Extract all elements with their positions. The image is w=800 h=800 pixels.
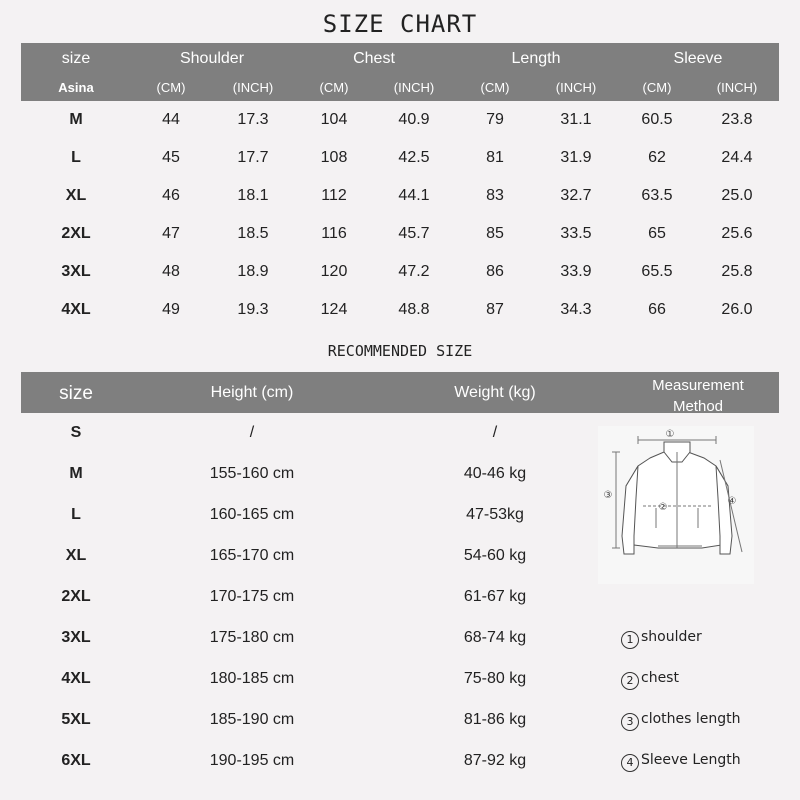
diagram-marker-length: ③ <box>603 490 613 501</box>
size-chart-cell: 18.9 <box>237 263 269 280</box>
size-chart-unit-header: (INCH) <box>716 80 758 95</box>
recommended-size-label: XL <box>65 547 87 564</box>
recommended-size-label: L <box>71 506 81 523</box>
legend-item <box>621 711 741 731</box>
size-chart-cell: 34.3 <box>560 301 592 318</box>
size-chart-cell: 49 <box>162 301 180 318</box>
size-chart-cell: 66 <box>648 301 666 318</box>
size-chart-cell: 48 <box>162 263 180 280</box>
legend-label: Sleeve Length <box>641 752 741 768</box>
size-chart-cell: 26.0 <box>721 301 753 318</box>
size-chart-cell: 112 <box>321 187 347 204</box>
size-chart-cell: 23.8 <box>721 111 753 128</box>
size-chart-cell: 79 <box>486 111 504 128</box>
recommended-header-col: Height (cm) <box>210 384 294 401</box>
size-chart-cell: 32.7 <box>560 187 592 204</box>
size-chart-unit-header: (INCH) <box>555 80 597 95</box>
recommended-cell: 40-46 kg <box>463 465 527 482</box>
size-chart-group-header: Sleeve <box>673 50 723 67</box>
size-chart-cell: 44.1 <box>398 187 430 204</box>
size-chart-cell: 24.4 <box>721 149 753 166</box>
recommended-cell: / <box>249 424 255 441</box>
legend-number-icon: 4 <box>621 754 639 772</box>
recommended-header-col: Weight (kg) <box>454 384 536 401</box>
size-chart-cell: 31.1 <box>560 111 592 128</box>
diagram-marker-sleeve: ④ <box>727 496 737 507</box>
size-chart-unit-header: (INCH) <box>393 80 435 95</box>
recommended-cell: / <box>492 424 498 441</box>
recommended-cell: 75-80 kg <box>463 670 527 687</box>
size-label: 3XL <box>61 263 91 280</box>
legend-item <box>621 752 741 772</box>
size-chart-cell: 108 <box>320 149 348 166</box>
recommended-cell: 47-53kg <box>466 506 524 523</box>
size-chart-cell: 44 <box>162 111 180 128</box>
size-chart-cell: 17.3 <box>237 111 269 128</box>
recommended-cell: 190-195 cm <box>209 752 295 769</box>
size-chart-group-header: Shoulder <box>179 50 245 67</box>
size-chart-cell: 19.3 <box>237 301 269 318</box>
jacket-measurement-diagram <box>598 426 754 584</box>
size-chart-cell: 104 <box>320 111 348 128</box>
recommended-size-title: RECOMMENDED SIZE <box>327 342 473 360</box>
diagram-marker-chest: ② <box>658 502 668 513</box>
size-chart-unit-header: (CM) <box>319 80 349 95</box>
size-label: 2XL <box>61 225 91 242</box>
size-chart-cell: 18.5 <box>237 225 269 242</box>
size-chart-title: SIZE CHART <box>322 10 478 38</box>
size-chart-cell: 17.7 <box>237 149 269 166</box>
recommended-cell: 68-74 kg <box>463 629 527 646</box>
recommended-cell: 165-170 cm <box>209 547 295 564</box>
size-chart-cell: 25.6 <box>721 225 753 242</box>
size-chart-cell: 42.5 <box>398 149 430 166</box>
recommended-cell: 170-175 cm <box>209 588 295 605</box>
legend-number-icon: 2 <box>621 672 639 690</box>
size-chart-group-header: Chest <box>353 50 395 67</box>
size-chart-cell: 47 <box>162 225 180 242</box>
legend-item <box>621 670 679 690</box>
size-chart-cell: 65 <box>648 225 666 242</box>
recommended-size-label: 2XL <box>61 588 91 605</box>
size-chart-cell: 83 <box>486 187 504 204</box>
recommended-size-label: M <box>69 465 83 482</box>
recommended-size-label: S <box>70 424 82 441</box>
recommended-cell: 81-86 kg <box>463 711 527 728</box>
legend-label: shoulder <box>641 629 702 645</box>
size-chart-cell: 46 <box>162 187 180 204</box>
recommended-cell: 175-180 cm <box>209 629 295 646</box>
size-chart-cell: 124 <box>320 301 348 318</box>
size-chart-cell: 60.5 <box>641 111 673 128</box>
size-chart-cell: 81 <box>486 149 504 166</box>
size-chart-cell: 62 <box>648 149 666 166</box>
recommended-cell: 185-190 cm <box>209 711 295 728</box>
size-label: 4XL <box>61 301 91 318</box>
size-chart-cell: 25.0 <box>721 187 753 204</box>
size-label: L <box>71 149 81 166</box>
recommended-size-label: 3XL <box>61 629 91 646</box>
diagram-marker-shoulder: ① <box>665 429 675 440</box>
size-chart-group-header: Length <box>511 50 561 67</box>
legend-number-icon: 3 <box>621 713 639 731</box>
size-chart-cell: 87 <box>486 301 504 318</box>
recommended-header-size: size <box>59 383 93 404</box>
recommended-cell: 160-165 cm <box>209 506 295 523</box>
recommended-size-label: 6XL <box>61 752 91 769</box>
size-chart-unit-header: (INCH) <box>232 80 274 95</box>
size-chart-cell: 65.5 <box>641 263 673 280</box>
legend-number-icon: 1 <box>621 631 639 649</box>
recommended-cell: 54-60 kg <box>463 547 527 564</box>
size-chart-cell: 63.5 <box>641 187 673 204</box>
size-label: M <box>69 111 83 128</box>
size-chart-cell: 86 <box>486 263 504 280</box>
legend-item <box>621 629 702 649</box>
size-chart-unit-header: Asina <box>58 80 94 95</box>
size-chart-cell: 120 <box>320 263 348 280</box>
recommended-size-label: 4XL <box>61 670 91 687</box>
size-chart-cell: 45.7 <box>398 225 430 242</box>
size-chart-cell: 45 <box>162 149 180 166</box>
recommended-cell: 87-92 kg <box>463 752 527 769</box>
size-chart-cell: 40.9 <box>398 111 430 128</box>
legend-label: clothes length <box>641 711 741 727</box>
recommended-size-label: 5XL <box>61 711 91 728</box>
size-chart-group-header: size <box>61 50 91 67</box>
recommended-cell: 180-185 cm <box>209 670 295 687</box>
size-label: XL <box>65 187 87 204</box>
size-chart-cell: 85 <box>486 225 504 242</box>
size-chart-unit-header: (CM) <box>156 80 186 95</box>
size-chart-cell: 33.5 <box>560 225 592 242</box>
recommended-cell: 155-160 cm <box>209 465 295 482</box>
size-chart-cell: 48.8 <box>398 301 430 318</box>
legend-label: chest <box>641 670 679 686</box>
size-chart-cell: 18.1 <box>237 187 269 204</box>
size-chart-cell: 31.9 <box>560 149 592 166</box>
size-chart-cell: 47.2 <box>398 263 430 280</box>
size-chart-cell: 25.8 <box>721 263 753 280</box>
recommended-cell: 61-67 kg <box>463 588 527 605</box>
recommended-header-method: Measurement Method <box>652 377 744 415</box>
size-chart-cell: 33.9 <box>560 263 592 280</box>
size-chart-unit-header: (CM) <box>642 80 672 95</box>
size-chart-cell: 116 <box>321 225 347 242</box>
size-chart-unit-header: (CM) <box>480 80 510 95</box>
